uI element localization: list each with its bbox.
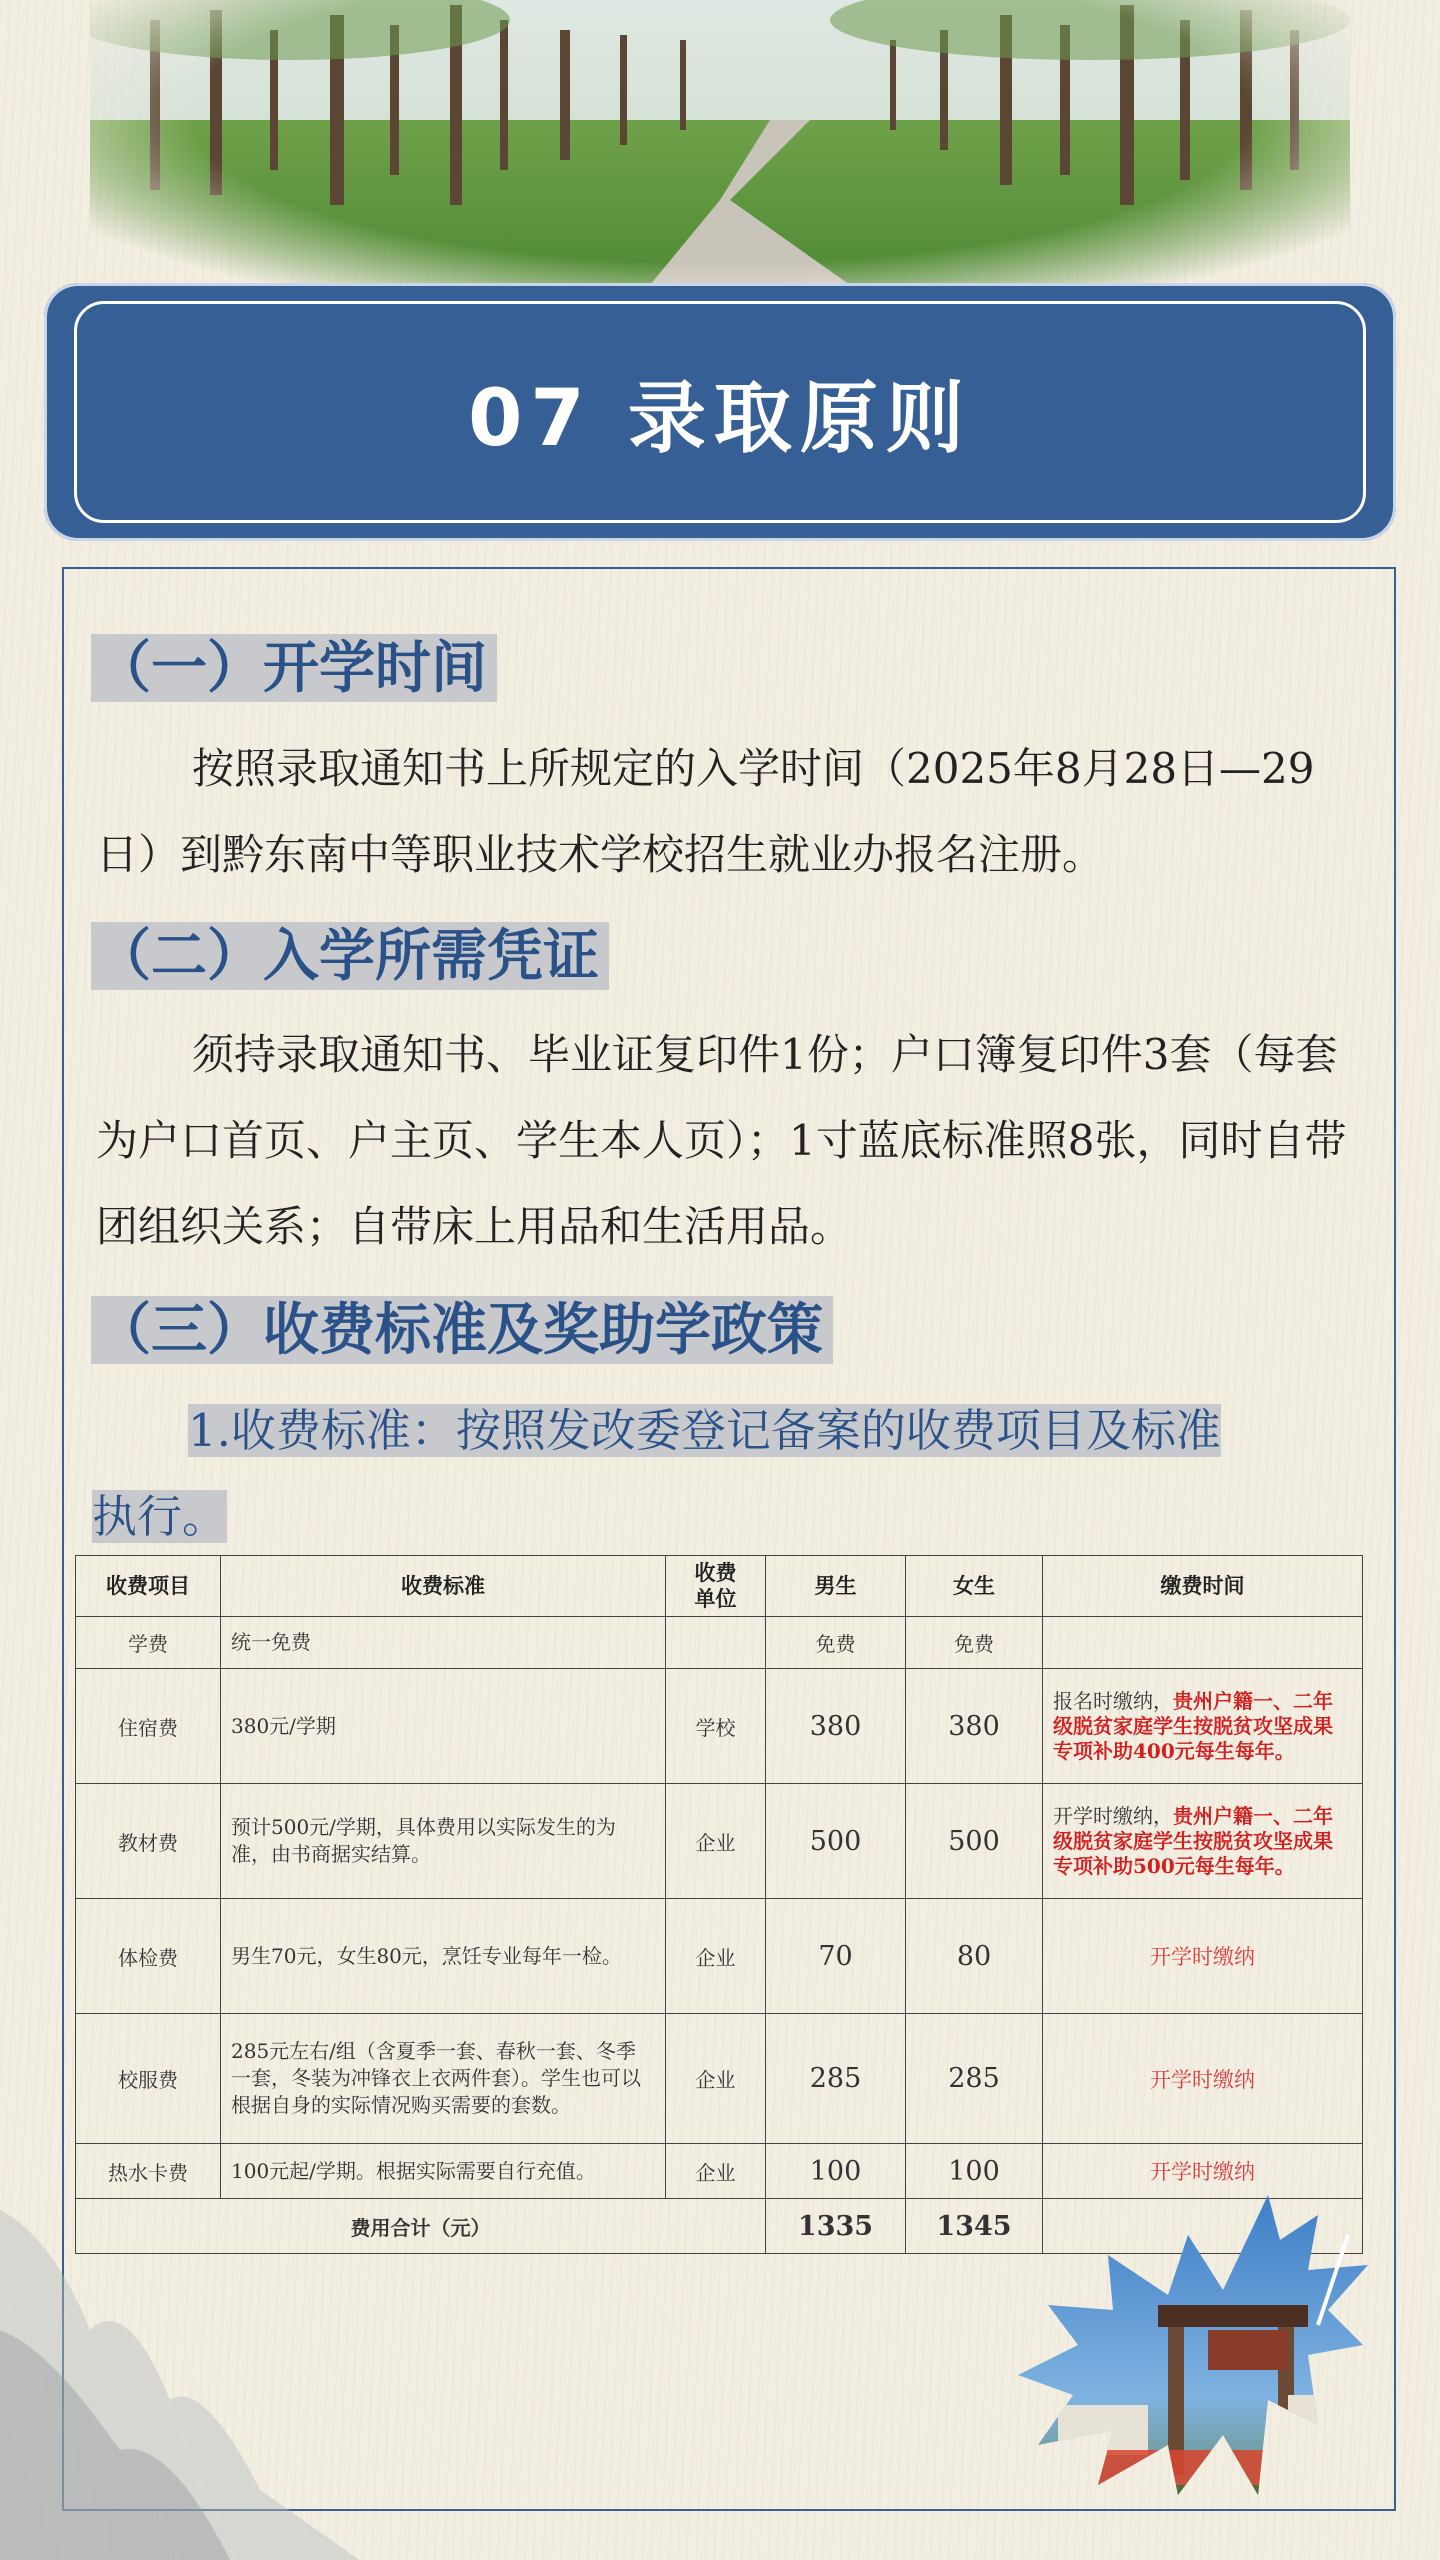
cell-payment-time: 开学时缴纳 xyxy=(1043,2144,1363,2199)
table-row xyxy=(76,1784,1363,1899)
cell-item: 热水卡费 xyxy=(76,2144,221,2199)
header-male: 男生 xyxy=(766,1556,906,1617)
cell-item: 教材费 xyxy=(76,1784,221,1899)
section-heading-fees-policy: （三）收费标准及奖助学政策 xyxy=(91,1296,833,1364)
title-banner xyxy=(44,283,1396,541)
header-fee-item: 收费项目 xyxy=(76,1556,221,1617)
title-banner-border xyxy=(74,301,1366,523)
ink-mountain-decoration xyxy=(0,2150,360,2560)
table-row xyxy=(76,1899,1363,2014)
cell-item: 学费 xyxy=(76,1617,221,1669)
cell-total-female: 1345 xyxy=(906,2199,1043,2254)
section-text-opening-time: 按照录取通知书上所规定的入学时间（2025年8月28日—29日）到黔东南中等职业技术学校招生就业办报名注册。 xyxy=(96,744,1315,879)
cell-unit: 学校 xyxy=(666,1669,766,1784)
cell-total-male: 1335 xyxy=(766,2199,906,2254)
cell-item: 校服费 xyxy=(76,2014,221,2144)
cell-unit: 企业 xyxy=(666,1784,766,1899)
cell-female: 100 xyxy=(906,2144,1043,2199)
cell-male: 70 xyxy=(766,1899,906,2014)
cell-female: 285 xyxy=(906,2014,1043,2144)
cell-female: 500 xyxy=(906,1784,1043,1899)
cell-standard: 男生70元，女生80元，烹饪专业每年一检。 xyxy=(221,1899,666,2014)
cell-payment-time: 开学时缴纳 xyxy=(1043,1899,1363,2014)
cell-payment-time: 报名时缴纳，贵州户籍一、二年级脱贫家庭学生按脱贫攻坚成果专项补助400元每生每年。 xyxy=(1043,1669,1363,1784)
section-heading-required-documents: （二）入学所需凭证 xyxy=(91,922,609,990)
maple-leaf-campus-decoration xyxy=(1018,2195,1378,2535)
cell-standard: 100元起/学期。根据实际需要自行充值。 xyxy=(221,2144,666,2199)
cell-female: 80 xyxy=(906,1899,1043,2014)
page-title: 07 录取原则 xyxy=(468,374,972,464)
header-fee-unit: 收费单位 xyxy=(666,1556,766,1617)
table-header-row xyxy=(76,1556,1363,1617)
section-heading-opening-time: （一）开学时间 xyxy=(91,634,497,702)
cell-male: 500 xyxy=(766,1784,906,1899)
cell-male: 100 xyxy=(766,2144,906,2199)
cell-unit: 企业 xyxy=(666,2144,766,2199)
cell-female: 免费 xyxy=(906,1617,1043,1669)
table-row xyxy=(76,1669,1363,1784)
section-text-required-documents: 须持录取通知书、毕业证复印件1份；户口簿复印件3套（每套为户口首页、户主页、学生本人页）；1寸蓝底标准照8张，同时自带团组织关系；自带床上用品和生活用品。 xyxy=(96,1030,1347,1251)
cell-unit: 企业 xyxy=(666,2014,766,2144)
cell-item: 体检费 xyxy=(76,1899,221,2014)
cell-payment-time xyxy=(1043,1617,1363,1669)
cell-unit xyxy=(666,1617,766,1669)
cell-standard: 统一免费 xyxy=(221,1617,666,1669)
cell-total-label: 费用合计（元） xyxy=(76,2199,766,2254)
header-fee-standard: 收费标准 xyxy=(221,1556,666,1617)
cell-item: 住宿费 xyxy=(76,1669,221,1784)
header-payment-time: 缴费时间 xyxy=(1043,1556,1363,1617)
cell-payment-time: 开学时缴纳，贵州户籍一、二年级脱贫家庭学生按脱贫攻坚成果专项补助500元每生每年。 xyxy=(1043,1784,1363,1899)
cell-male: 380 xyxy=(766,1669,906,1784)
cell-male: 免费 xyxy=(766,1617,906,1669)
cell-male: 285 xyxy=(766,2014,906,2144)
cell-standard: 285元左右/组（含夏季一套、春秋一套、冬季一套，冬装为冲锋衣上衣两件套）。学生也可以根据自身的实际情况购买需要的套数。 xyxy=(221,2014,666,2144)
cell-payment-time: 开学时缴纳 xyxy=(1043,2014,1363,2144)
cell-standard: 380元/学期 xyxy=(221,1669,666,1784)
table-row xyxy=(76,2014,1363,2144)
fee-standard-subheading: 1.收费标准：按照发改委登记备案的收费项目及标准 执行。 xyxy=(92,1404,1221,1543)
cell-standard: 预计500元/学期，具体费用以实际发生的为准，由书商据实结算。 xyxy=(221,1784,666,1899)
cell-female: 380 xyxy=(906,1669,1043,1784)
cell-unit: 企业 xyxy=(666,1899,766,2014)
table-row xyxy=(76,1617,1363,1669)
header-photo xyxy=(90,0,1350,285)
header-female: 女生 xyxy=(906,1556,1043,1617)
